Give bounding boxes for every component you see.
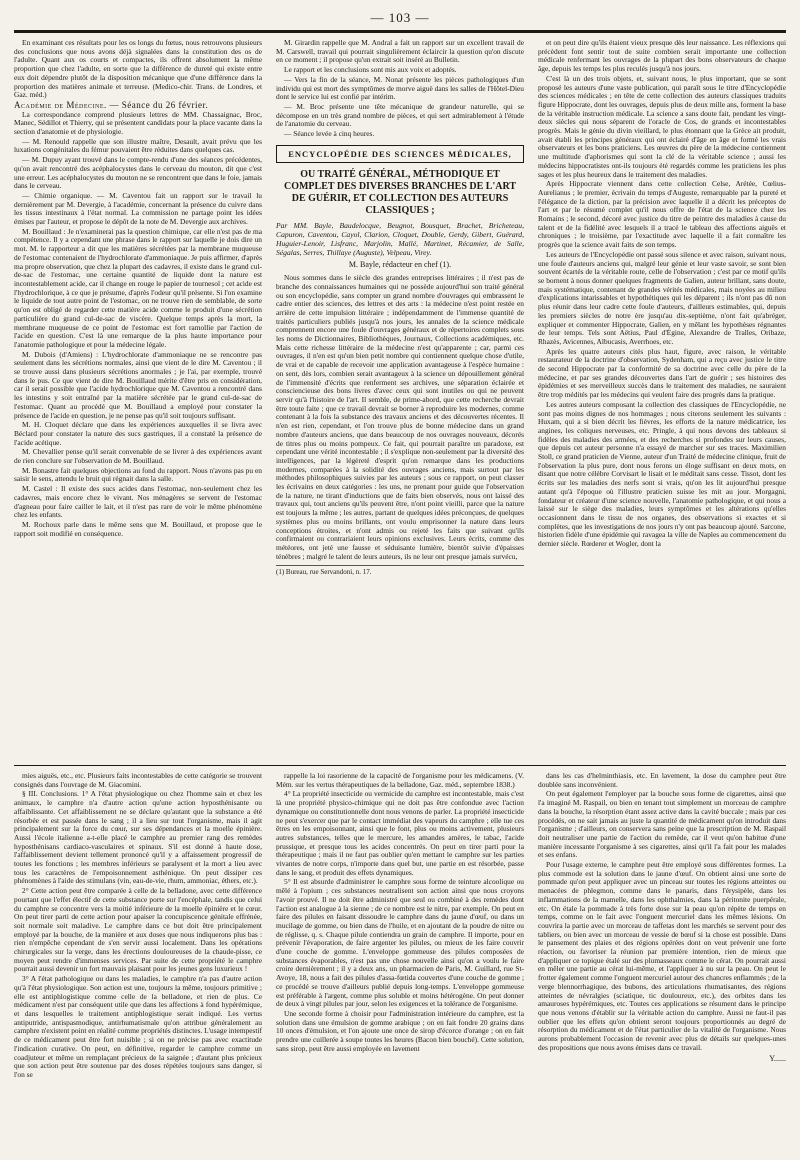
paragraph: En examinant ces résultats pour les os longs du fœtus, nous retrouvons plusieurs des conclusions que nous avons déjà signalées dans la constitution des os de l'adulte. Quant aux os courts et compactes, ils offrent absolument la même proportion que chez l'adulte, en sorte que la différence de dureté qui existe entre eux doit dépendre plutôt de la disposition mécanique que d'une différence dans la proportion des matières animale et terreuse. (Medico-chir. Trans. de Londres, et Gaz. méd.) — [14, 39, 262, 100]
paragraph: Les auteurs de l'Encyclopédie ont passé sous silence et avec raison, suivant nous, une foule d'auteurs anciens qui, malgré leur génie et leur vaste savoir, se sont bien souvent écartés de la véritable route, celle de l'observation ; c'est par ce motif qu'ils se bornent à nous donner quelques fragments de Galien, auteur brillant, sans doute, mais systématique, contenant de grandes vérités médicales, mais noyées au milieu d'explications intarissables et hypothétiques qui les déparent ; ils n'ont pas dû non plus réunir dans leur cadre cette foule d'auteurs, d'ailleurs estimables, qui, depuis les premiers siècles de notre ère jusqu'au dix-septième, n'ont fait qu'abréger, expliquer et commenter Hippocrate, Galien, en y mêlant les hypothèses régnantes de leur temps. Tels sont Aëtius, Paul d'Égine, Alexandre de Tralles, Oribaze, Rhazès, Avicennes, Albucasis, Averrhoes, etc. — [538, 249, 786, 346]
author-list: Par MM. Bayle, Baudelocque, Beugnot, Bousquet, Brachet, Bricheteau, Capuron, Caventou, Cayol, Clarion, Cloquet, Double, Gerdy, Gibert, Guérard, Huguier-Lenoir, Lisfranc, Marjolin, Mallé, Martinet, Récamier, de Salle, Ségalas, Serres, Thillaye (Auguste), Velpeau, Virey. — [276, 221, 524, 258]
column-3 — [538, 39, 786, 759]
footnote: (1) Bureau, rue Servandoni, n. 17. — [276, 565, 524, 577]
paragraph: Les autres auteurs composant la collection des classiques de l'Encyclopédie, ne sont pas moins dignes de nos hommages ; nous citerons seulement les suivants : Huxam, qui a si bien décrit les fièvres, les efforts de la nature médicatrice, les angines, les coliques nerveuses, etc. Pringle, à qui nous devons des tableaux si fidèles des maladies des armées, et des recherches si profondes sur leurs causes, que depuis cet auteur personne n'a essayé de marcher sur ses traces. Maximilien Stoll, ce grand praticien de Vienne, auteur d'un Traité de médecine clinique, fruit de l'observation la plus pure, dont nous ferons un éloge suffisant en deux mots, en disant que notre célèbre Corvisart le lisait et le méditait sans cesse. Tissot, dont les écrits sur les maladies des nerfs sont si vrais, qu'on les lit aujourd'hui presque autant qu'à l'époque où l'illustre praticien suisse les mit au jour. Morgagni, fondateur et créateur d'une science nouvelle, l'anatomie pathologique, et qui nous a laissé sur le siège des maladies, leurs symptômes et les altérations qu'elles occasionnent dans le tissu de nos organes, des observations si exactes et si complètes, que les investigations de nos jours n'y ont pas beaucoup ajouté. Sarcone, historien fidèle d'une épidémie qui ravagea la ville de Naples au commencement du dernier siècle. Rœderer et Wogler, dont la — [538, 399, 786, 549]
paragraph: On peut également l'employer par la bouche sous forme de cigarettes, ainsi que l'a imaginé M. Raspail, ou bien en tenant tout simplement un morceau de camphre dans la bouche, la résorption étant assez active dans la cavité buccale ; mais par ces procédés, on ne sait jamais au juste la quantité de médicament qu'on introduit dans l'organisme ; d'ailleurs, on conservera sans peine que la prescription de M. Raspail doit neutraliser une partie de l'action du remède, car il veut qu'on habitue d'une manière incessante l'organisme à ses cigarettes, ainsi qu'il l'a fait pour les malades et ses enfans. — [538, 789, 786, 860]
paragraph: — M. Broc présente une tête mécanique de grandeur naturelle, qui se décompose en un très grand nombre de pièces, et qui sert admirablement à l'étude de l'anatomie du cerveau. — [276, 101, 524, 129]
lower-columns — [14, 772, 786, 1160]
paragraph: Une seconde forme à choisir pour l'administration intérieure du camphre, est la solution dans une émulsion de gomme arabique ; on en fait fondre 20 grains dans 10 onces d'émulsion, et l'on ajoute une once de sirop d'écorce d'orange ; on en fait prendre une cuillerée à soupe toutes les heures (Bacon bien bouché). Cette solution, sans sirop, peut être aussi employée en lavement — [276, 1008, 524, 1053]
paragraph: § III. Conclusions. 1° A l'état physiologique ou chez l'homme sain et chez les animaux, le camphre n'a d'autre action qu'une action hyposthénisante ou affaiblissante. Cet affaiblissement ne se déclare qu'autant que la substance a été résorbée et est passée dans le sang ; il a lieu sur tout l'organisme, mais il agit principalement sur la force du cœur, sur ses dépendances et la moelle épinière. Aussi l'école italienne a-t-elle placé le camphre au premier rang des remèdes hyposthénisans cardiaco-vasculaires et spinaux. S'il est donné à haute dose, l'affaiblissement devient tellement prononcé qu'il y a affaissement progressif de toutes les fonctions ; les membres inférieurs se paralysent et la mort a lieu avec tous les caractères de l'empoisonnement asthénique. On peut dissiper ces phénomènes à l'aide des stimulans (vin, eau-de-vie, rhum, ammoniac, éthers, etc.). — [14, 789, 262, 886]
column-1 — [14, 39, 262, 759]
paragraph: Pour l'usage externe, le camphre peut être employé sous différentes formes. La plus commode est la solution dans le jaune d'œuf. On obtient ainsi une sorte de pommade qu'on peut appliquer avec un pinceau sur toutes les régions atteintes ou menacées de phlegmon, comme dans le panaris, dans l'érysipèle, dans les inflammations de la mamelle, dans les ophthalmies, dans la péritonite puerpérale, etc. On étale la pommade à très forte dose sur la peau qu'on répète de temps en temps, comme on le fait avec l'onguent mercuriel dans les mêmes lésions. On couvrira la partie avec un morceau de taffetas dont les marchés se servent pour des tabliers, ou bien avec un morceau de vessie de bœuf si la chose est possible. Dans le pansement des plaies et des régions opérées dont on veut prévenir une forte réaction, ou favoriser la réunion par première intention, rien de mieux que d'appliquer ce topique étalé sur des plumasseaux comme le cérat. On pourrait aussi en mêler une partie au cérat lui-même, et l'appliquer à nu sur la peau. On peut le frotter également comme l'onguent mercuriel autour des chancres enflammés ; de la verge blennorrhagique, des bubons, des articulations rhumatisantes, des régions atteintes de névralgies (sciatique, tic douloureux, etc.), des orbites dans les amauroses hypérémiques, etc. Toutes ces applications se résument dans le principe que nous venons d'établir sur la véritable action du camphre. Aussi ne faut-il pas oublier que les effets qu'on obtient seront toujours proportionnés au degré de résorption du médicament et de l'état particulier de la vitalité de l'organisme. Nous aurons probablement l'occasion de revenir avec plus de détails sur quelques-unes des propositions que nous avons émises dans ce travail. — [538, 860, 786, 1052]
paragraph: dans les cas d'helminthiasis, etc. En lavement, la dose du camphre peut être doublée sans inconvénient. — [538, 772, 786, 789]
lower-column-1 — [14, 772, 262, 1160]
paragraph: M. Castel : Il existe des sucs acides dans l'estomac, non-seulement chez les cadavres, mais encore chez le vivant. Nos ménagères se servent de l'estomac d'agneau pour faire cailler le lait, et il n'est pas rare de voir le même phénomène chez les enfants. — [14, 484, 262, 520]
paragraph: Nous sommes dans le siècle des grandes entreprises littéraires ; il n'est pas de branche des connaissances humaines qui ne possède aujourd'hui son traité général ou son encyclopédie, sans compter un grand nombre d'ouvrages qui embrassent le cadre entier des sciences, des lettres et des arts : la médecine n'est point restée en arrière de cette impulsion littéraire ; indépendamment de l'immense quantité de traités particuliers publiés jusqu'à nos jours, les annales de la science médicale comprennent encore une foule d'ouvrages généraux et de répertoires complets sous les noms de Dictionnaires, Bibliothèques, Journaux, Collections académiques, etc. Mais cette richesse littéraire de la médecine n'est qu'apparente ; car, parmi ces ouvrages, il n'en est qu'un bien petit nombre qui contiennent quelque chose d'utile, de vrai et de capable de recevoir une application avantageuse à l'espèce humaine : on sent, dès lors, combien serait avantageux à la science un dépouillement général de l'immensité d'écrits que renferment ses archives, une séparation éclairée et consciencieuse des bons livres d'avec ceux qui sont inutiles ou qui ne peuvent servir qu'à l'histoire de l'art. Il semble, de prime-abord, que cette recherche devrait être toute faite ; que ce travail devrait se borner à reproduire les modernes, comme contenant à la fois la substance des travaux anciens et des découvertes récentes. Il n'en est rien, cependant, et l'on trouve plus de bonne médecine dans un grand nombre d'auteurs anciens, que dans beaucoup de nos ouvrages nouveaux, décorés de titres plus ou moins pompeux. Ce fait, qui pourrait paraître un paradoxe, est cependant une vérité incontestable ; il s'explique non-seulement par la diversité des intelligences, par la légèreté d'esprit qu'on remarque dans les productions modernes, comparées à la solidité des ouvrages anciens, mais surtout par les méthodes philosophiques suivies par les auteurs ; sous ce rapport, on peut classer les écrivains en deux catégories : les uns, ne prenant pour guide que l'observation de la nature, ne tirant d'inductions que de faits bien observés, nous ont laissé des travaux qui, tout anciens qu'ils peuvent être, n'ont point vieilli, parce que la nature est toujours la même ; les autres, partant de quelques idées préconçues, de quelques systèmes plus ou moins brillants, ont voulu emprisonner la nature dans leurs conceptions étroites, et n'ont admis ou rejeté les faits que suivant qu'ils confirmaient ou contrariaient leurs opinions exclusives. Leurs écrits, comme des météores, ont jeté une fausse et séduisante lumière, bientôt suivie d'épaisses ténèbres ; malgré le talent de leurs auteurs, ils ne leur ont presque jamais survécu, — [276, 273, 524, 561]
header-rule — [14, 30, 786, 33]
paragraph: La correspondance comprend plusieurs lettres de MM. Chassaignac, Broc, Manec, Sédillot et Thierry, qui se présentent candidats pour la place vacante dans la section d'anatomie et de physiologie. — [14, 109, 262, 137]
encyclopedia-banner: ENCYCLOPÉDIE DES SCIENCES MÉDICALES, — [276, 145, 524, 164]
section-divider — [14, 765, 786, 766]
paragraph: M. H. Cloquet déclare que dans les expériences auxquelles il se livra avec Béclard pour constater la nature des sucs gastriques, il a constaté la présence de l'acide acétique. — [14, 420, 262, 447]
paragraph: M. Bouillaud : Je n'examinerai pas la question chimique, car elle n'est pas de ma compétence. Il y a cependant une phrase dans le rapport sur laquelle je dois dire un mot. M. le rapporteur a dit que les matières sécrétées par la membrane muqueuse de l'estomac contenaient de l'hydrochlorate d'ammoniaque. Je puis affirmer, d'après ma propre observation, que chez la plupart des cadavres, il existe dans le grand cul-de-sac de l'estomac, une certaine quantité de liquide dont la nature est incontestablement acide, car il change en rouge le papier de tournesol ; cet acide est l'hydrochlorique, à ce que je présume, d'après l'odeur qu'il présente. Si l'on examine le liquide de tout autre point de l'estomac, on ne trouve rien de semblable, de sorte qu'on est obligé de regarder cette matière acide comme le produit d'une sécrétion particulière du grand cul-de-sac de viscère. Quelque temps après la mort, la membrane muqueuse de ce point de l'estomac est fort ramollie par l'action de l'acide en question. C'est là une remarque de la plus haute importance pour l'anatomie pathologique et pour la médecine légale. — [14, 226, 262, 349]
paragraph: C'est là un des trois objets, et, suivant nous, le plus important, que se sont proposé les auteurs d'une vaste publication, qui paraît sous le titre d'Encyclopédie des sciences médicales ; en tête de cette collection des auteurs classiques traduits figure Hippocrate, dont les ouvrages, depuis plus de deux mille ans, forment la base de la véritable instruction médicale. La science a sans doute fait, pendant les vingt-deux siècles qui nous séparent de l'oracle de Cos, de grands et incontestables progrès. Mais le génie du divin vieillard, le plus étonnant que la Grèce ait produit, avait établi les principes généraux qui ont éclairé d'âge en âge et formé les vrais observateurs et les bons praticiens. Les œuvres du père de la médecine contiennent une multitude d'aphorismes qui sont la clé de la véritable science ; aussi les médecins hippocratistes ont-ils toujours été regardés comme les praticiens les plus sages et les plus heureux dans le traitement des maladies. — [538, 73, 786, 179]
paragraph: Après Hippocrate viennent dans cette collection Celse, Arétée, Cœlius-Aurelianus ; le premier, écrivain du temps d'Auguste, remarquable par la pureté et l'élégance de la diction, par la précision avec laquelle il a décrit les préceptes de l'art et par le résumé complet qu'il nous offre de l'état de la science chez les Romains ; le second, décoré avec justice du titre de peintre des maladies à cause du talent et de la fidélité avec lesquels il a tracé le tableau des affections aiguës et chroniques ; le troisième, par l'exactitude avec laquelle il a fait connaître les progrès que la science avait faits de son temps. — [538, 179, 786, 250]
paragraph: et on peut dire qu'ils étaient vieux presque dès leur naissance. Les réflexions qui précèdent font sentir tout de suite combien serait importante une collection médicale renfermant les ouvrages de la plupart des bons observateurs de chaque âge, depuis les temps les plus reculés jusqu'à nos jours. — [538, 39, 786, 74]
paragraph: — Vers la fin de la séance, M. Nonat présente les pièces pathologiques d'un individu qui est mort des symptômes de morve aiguë dans les salles de l'Hôtel-Dieu dont le service lui est confié par intérim. — [276, 74, 524, 102]
paragraph: M. Girardin rappelle que M. Andral a fait un rapport sur un excellent travail de M. Carswell, travail qui pourrait singulièrement éclaircir la question qu'on discute en ce moment ; il propose qu'un extrait soit inséré au Bulletin. — [276, 39, 524, 65]
paragraph: 5° Il est absurde d'administrer le camphre sous forme de teinture alcoolique ou mêlé à l'opium ; ces substances neutralisent son action ainsi que nous croyons l'avoir prouvé. Il ne doit être administré que seul ou combiné à des remèdes dont l'action est analogue à la sienne ; de ce nombre est le nitre, par exemple. On peut en faire des pilules en faisant dissoudre le camphre dans du jaune d'œuf, ou dans un mucilage de gomme, ou bien dans de l'huile, et en ajoutant de la poudre de nitre ou de réglisse, q. s. Chaque pilule contiendra un grain de camphre. Il importe, pour en prévenir l'évaporation, de faire argenter les pilules, ou mieux de les faire couvrir d'une couche de gomme. L'enveloppe gommeuse des pilules composées de substances évaporables, n'est pas une chose nouvelle ainsi qu'on a voulu le faire croire dernièrement ; il y a deux ans, un pharmacien de Paris, M. Guillard, rue St-Avoye, 18, nous a fait des pilules d'assa-fœtida couvertes d'une couche de gomme ; ce procédé se trouve d'ailleurs publié depuis long-temps. L'enveloppe gommeuse est préférable à l'argent, comme plus soluble et moins hétérogène. On peut donner de deux à vingt pilules par jour, selon les exigences et la tolérance de l'organisme. — [276, 877, 524, 1009]
paragraph: rappelle la loi rasorienne de la capacité de l'organisme pour les médicamens. (V. Mém. sur les vertus thérapeutiques de la belladone, Gaz. méd., septembre 1838.) — [276, 772, 524, 789]
paragraph: — Chimie organique. — M. Caventou fait un rapport sur le travail lu dernièrement par M. Devergie, à l'académie, concernant la présence du cuivre dans les tissus intestinaux à l'état normal. La commission ne partage point les idées émises par l'auteur, et propose le dépôt de la note de M. Devergie aux archives. — [14, 190, 262, 227]
paragraph: 2° Cette action peut être comparée à celle de la belladone, avec cette différence pourtant que l'effet électif de cette substance porte sur l'encéphale, tandis que celui du camphre se concentre vers la moitié inférieure de la moelle épinière et le cœur. On peut tirer parti de cette action pour apaiser la concupiscence génitale effrénée, soit normale soit maladive. Le camphre dans ce but doit être principalement employé par la bouche, de la manière et aux doses que nous indiquerons plus bas : rien n'empêche cependant de s'en servir aussi localement. Dans les opérations chirurgicales sur la verge, dans les érections douloureuses de la chaude-pisse, ce moyen peut rendre d'immenses services. Par suite de cette propriété le camphre pourrait aussi devenir un fort mauvais plaisant pour les jeunes gens luxurieux ! — [14, 886, 262, 974]
page-header — [14, 6, 786, 30]
paragraph: 4° La propriété insecticide ou vermicide du camphre est incontestable, mais c'est là une propriété physico-chimique qui ne doit pas être confondue avec l'action dynamique ou constitutionnelle dont nous venons de parler. La propriété insecticide ne peut s'exercer que par le contact immédiat des vapeurs du camphre ; elle tue ces êtres en les empoisonnant, ainsi que le font, plus ou moins activement, plusieurs autres substances, telles que le mercure, les amandes amères, le tabac, l'acide prussique, et presque tous les acides concentrés. On peut en tirer parti pour la thérapeutique ; mais il ne faut pas oublier qu'en mettant le camphre sur les parties vivantes de notre corps, n'importe dans quel but, une partie en est résorbée, passe dans le sang, et produit des effets dynamiques. — [276, 789, 524, 877]
paragraph: mies aiguës, etc., etc. Plusieurs faits incontestables de cette catégorie se trouvent consignés dans l'ouvrage de M. Giacomini. — [14, 772, 262, 789]
byline: M. Bayle, rédacteur en chef (1). — [348, 260, 452, 270]
newspaper-page — [14, 6, 786, 1150]
paragraph: — Séance levée à cinq heures. — [284, 129, 375, 139]
lower-column-3 — [538, 772, 786, 1160]
paragraph: — M. Dupuy ayant trouvé dans le compte-rendu d'une des séances précédentes, qu'on avait rencontré des acéphalocystes dans le cerveau du mouton, dit que c'est une erreur. Les acéphalocystes du mouton ne se rencontrent que dans le foie, jamais dans le cerveau. — [14, 155, 262, 191]
paragraph: M. Bonastre fait quelques objections au fond du rapport. Nous n'avons pas pu en saisir le sens, attendu le bruit qui régnait dans la salle. — [14, 465, 262, 484]
paragraph: — M. Renould rappelle que son illustre maître, Desault, avait prévu que les luxations congénitales du fémur pouvaient être réduites dans quelques cas. — [14, 136, 262, 155]
upper-columns — [14, 39, 786, 759]
paragraph: M. Chevallier pense qu'il serait convenable de se livrer à des expériences avant de rien conclure sur l'observation de M. Bouillaud. — [14, 447, 262, 466]
encyclopedia-title: OU TRAITÉ GÉNÉRAL, MÉTHODIQUE ET COMPLET DES DIVERSES BRANCHES DE L'ART DE GUÉRIR, ET COLLECTION DES AUTEURS CLASSIQUES ; — [283, 169, 517, 217]
paragraph: Le rapport et les conclusions sont mis aux voix et adoptés. — [284, 65, 457, 75]
lower-column-2 — [276, 772, 524, 1160]
paragraph: Après les quatre auteurs cités plus haut, figure, avec raison, le véritable restaurateur de la doctrine d'observation, Sydenham, qui a reçu avec justice le titre de second Hippocrate par la conformité de sa doctrine avec celle du père de la médecine, et par ses grandes découvertes dans l'art de guérir ; ses histoires des épidémies et ses merveilleux succès dans le traitement des maladies, ne sauraient être trop médités par les médecins qui veulent faire des progrès dans la pratique. — [538, 346, 786, 400]
section-title-academie: Académie de Médecine. — Séance du 26 février. — [14, 99, 209, 110]
paragraph: 3° A l'état pathologique ou dans les maladies, le camphre n'a pas d'autre action qu'à l'état physiologique. Son action est une, toujours la même, toujours primitive ; elle est antiphlogistique comme celle de la belladone, et rien de plus. Ce médicament n'est par conséquent utile que dans les affections à fond hypérémique, et dans lesquelles le traitement antiphlogistique serait indiqué. Les vertus antiputride, antispasmodique, antirhumatismale qu'on attribue généralement au camphre n'existent point en réalité comme propriétés distinctes. L'usage intempestif de ce médicament peut être fort nuisible ; si on ne précise pas avec exactitude l'indication curative. On peut, en définitive, regarder le camphre comme un coadjuteur et même un remplaçant précieux de la saignée ; d'autant plus précieux que son action peut être soutenue par des doses répétées toujours sans danger, si l'on se — [14, 974, 262, 1079]
paragraph: M. Rochoux parle dans le même sens que M. Bouillaud, et propose que le rapport soit modifié en conséquence. — [14, 519, 262, 538]
signature: Y...... — [769, 1053, 786, 1063]
paragraph: M. Dubois (d'Amiens) : L'hydrochlorate d'ammoniaque ne se rencontre pas seulement dans les sécrétions normales, ainsi que vient de le dire M. Caventou ; il se trouve aussi dans plusieurs sécrétions anormales ; je l'ai, par exemple, trouvé dans le pus. Ce que vient de dire M. Bouillaud mérite d'être pris en considération, car il serait possible que l'acide hydrochlorique que M. Caventou a rencontré dans les intestins y soit entraîné par la matière sécrétée par le grand cul-de-sac de l'estomac. Quant au procédé que M. Bouillaud a employé pour constater la présence de l'acide en question, je ne pense pas qu'il soit toujours suffisant. — [14, 349, 262, 420]
column-2 — [276, 39, 524, 759]
page-number: — 103 — — [370, 10, 430, 25]
